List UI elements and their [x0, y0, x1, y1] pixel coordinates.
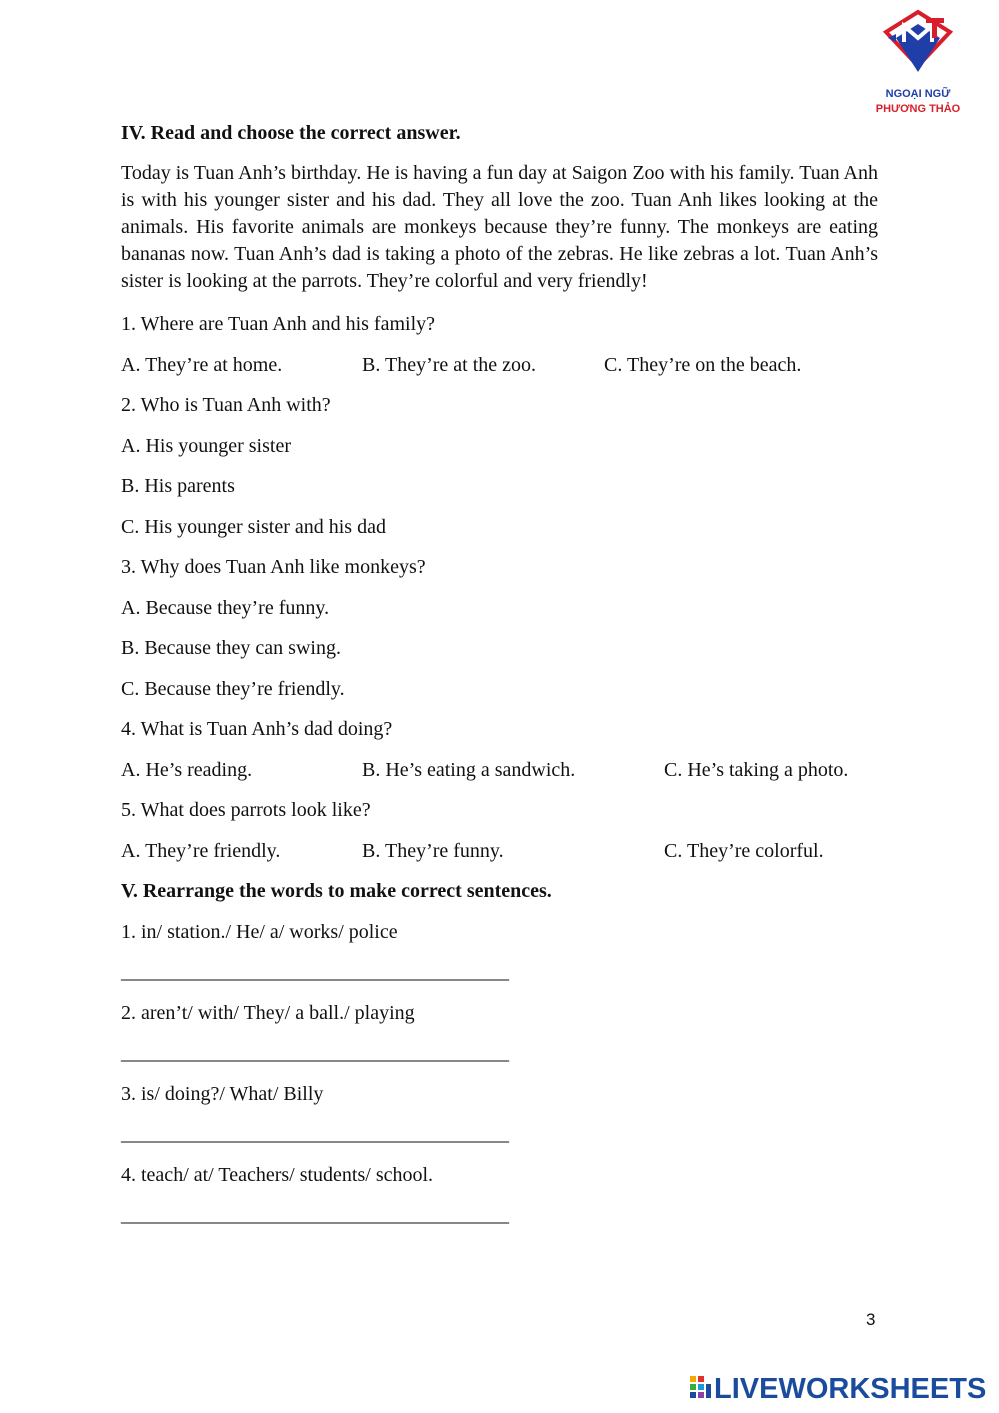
logo-mark-icon [882, 8, 954, 88]
question-3: 3. Why does Tuan Anh like monkeys? [121, 556, 426, 578]
question-1: 1. Where are Tuan Anh and his family? [121, 313, 436, 335]
answer-blank-3[interactable]: ___________________________________________ [121, 1123, 508, 1145]
question-1-options [121, 350, 878, 391]
option-c[interactable]: C. His younger sister and his dad [121, 515, 386, 538]
question-2: 2. Who is Tuan Anh with? [121, 394, 331, 416]
option-b[interactable]: B. They’re funny. [362, 839, 504, 862]
option-a[interactable]: A. He’s reading. [121, 758, 253, 781]
option-a[interactable]: A. His younger sister [121, 434, 291, 457]
option-c[interactable]: C. They’re colorful. [664, 839, 824, 862]
rearrange-item-1: 1. in/ station./ He/ a/ works/ police [121, 920, 398, 943]
rearrange-item-4: 4. teach/ at/ Teachers/ students/ school. [121, 1163, 434, 1186]
content [121, 118, 878, 1241]
rearrange-item-2: 2. aren’t/ with/ They/ a ball./ playing [121, 1001, 415, 1024]
section5-heading: V. Rearrange the words to make correct sentences. [121, 880, 552, 902]
rearrange-item-3: 3. is/ doing?/ What/ Billy [121, 1082, 324, 1105]
logo [864, 8, 972, 118]
reading-passage: Today is Tuan Anh’s birthday. He is having a fun day at Saigon Zoo with his family. Tuan Anh is with his younger sister and his dad. They all love the zoo. Tuan Anh likes looking at the animals. His favorite animals are monkeys because they’re funny. The monkeys are eating bananas now. Tuan Anh’s dad is taking a photo of the zebras. He like zebras a lot. Tuan Anh’s sister is looking at the parrots. They’re colorful and very friendly! [121, 162, 878, 292]
logo-line1: NGOẠI NGỮ [885, 88, 951, 100]
option-c[interactable]: C. They’re on the beach. [604, 353, 802, 376]
option-a[interactable]: A. They’re at home. [121, 353, 283, 376]
option-c[interactable]: C. Because they’re friendly. [121, 677, 345, 700]
option-b[interactable]: B. His parents [121, 475, 235, 497]
question-5: 5. What does parrots look like? [121, 799, 371, 821]
option-b[interactable]: B. They’re at the zoo. [362, 353, 537, 376]
question-4-options [121, 755, 878, 796]
option-a[interactable]: A. They’re friendly. [121, 839, 281, 862]
answer-blank-1[interactable]: ___________________________________________ [121, 961, 508, 983]
answer-blank-2[interactable]: ___________________________________________ [121, 1042, 508, 1064]
logo-line2: PHƯƠNG THẢO [875, 103, 961, 115]
page-number: 3 [866, 1310, 876, 1329]
liveworksheets-logo-icon [690, 1376, 712, 1402]
answer-blank-4[interactable]: ___________________________________________ [121, 1204, 508, 1226]
option-c[interactable]: C. He’s taking a photo. [664, 758, 849, 781]
option-a[interactable]: A. Because they’re funny. [121, 596, 330, 619]
question-5-options [121, 836, 878, 877]
liveworksheets-brand[interactable] [690, 1372, 990, 1406]
liveworksheets-wordmark: LIVEWORKSHEETS [714, 1373, 987, 1405]
option-b[interactable]: B. He’s eating a sandwich. [362, 758, 576, 781]
option-b[interactable]: B. Because they can swing. [121, 637, 341, 659]
section4-heading: IV. Read and choose the correct answer. [121, 122, 461, 144]
question-4: 4. What is Tuan Anh’s dad doing? [121, 718, 393, 740]
